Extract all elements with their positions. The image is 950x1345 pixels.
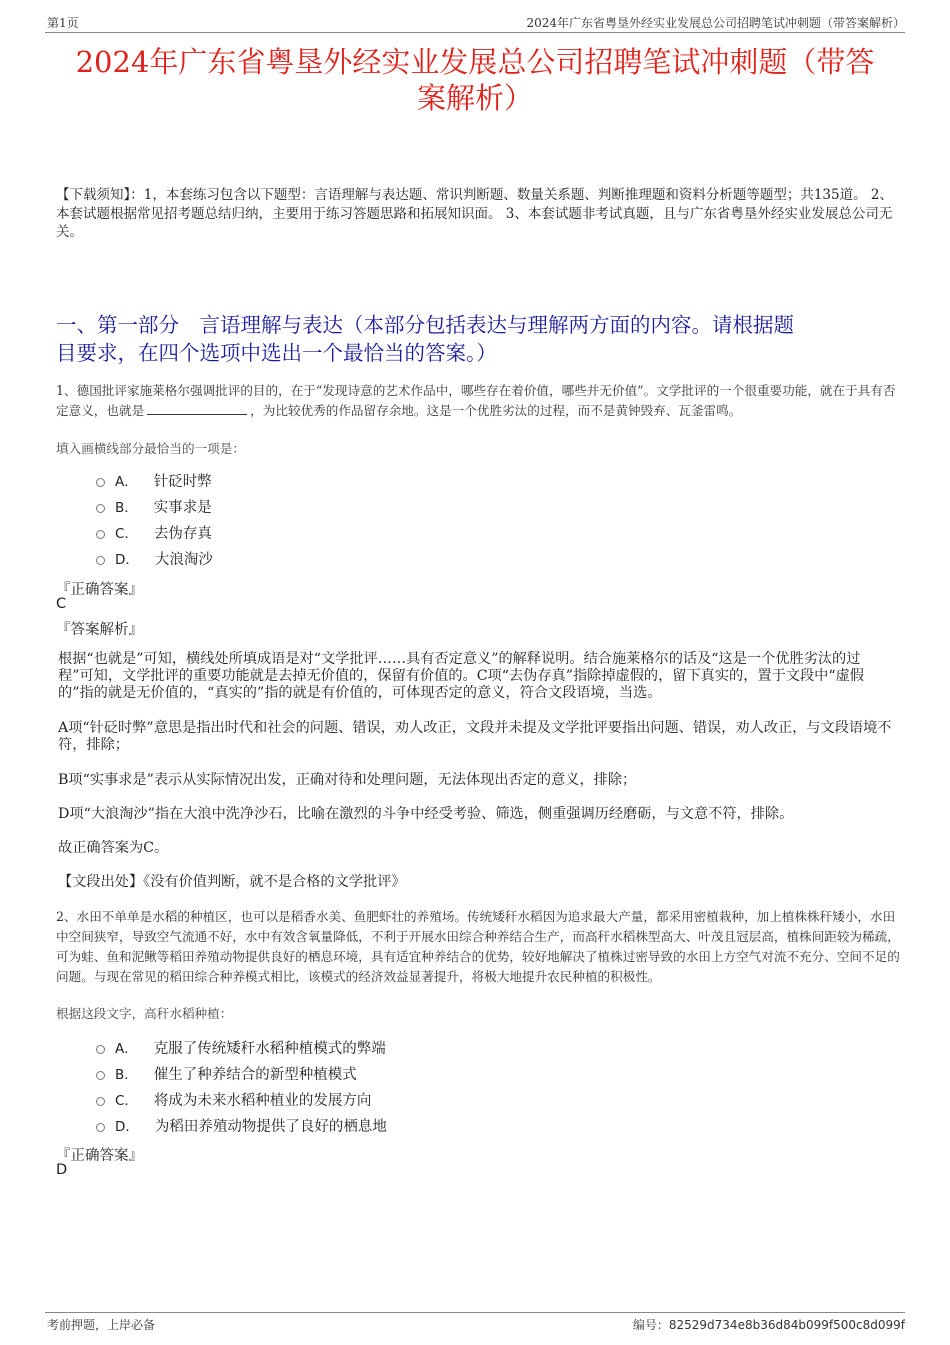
radio-icon[interactable] [96, 1045, 105, 1054]
question-1-prompt: 填入画横线部分最恰当的一项是： [56, 441, 245, 456]
question-1-option-b[interactable] [96, 493, 796, 519]
question-2-options [96, 1034, 796, 1138]
option-text: 为稻田养殖动物提供了良好的栖息地 [154, 1118, 387, 1135]
question-2-option-d[interactable] [96, 1112, 796, 1138]
section-heading [56, 311, 896, 367]
footer-code [633, 1316, 905, 1333]
option-text: 催生了种养结合的新型种植模式 [153, 1066, 357, 1083]
question-1-analysis-para-1: 根据“也就是”可知，横线处所填成语是对“文学批评……具有否定意义”的解释说明。结合施莱格尔的话及“这是一个优胜劣汰的过程”可知，文学批评的重要功能就是去掉无价值的，保留有价值的。C项“去伪存真”指除掉虚假的，留下真实的，置于文段中“虚假的”指的就是无价值的，“真实的”指的就是有价值的，可体现否定的意义，符合文段语境，当选。 [58, 651, 864, 701]
question-1-analysis-para-5: 故正确答案为C。 [58, 840, 169, 856]
question-1-option-a[interactable] [96, 467, 796, 493]
page-title-line2: 案解析） [416, 81, 533, 115]
option-letter: A． [115, 474, 138, 490]
section-heading-line2: 目要求，在四个选项中选出一个最恰当的答案。） [56, 341, 497, 365]
page-number: 第1页 [47, 16, 79, 30]
radio-icon[interactable] [96, 478, 105, 487]
page-footer [45, 1312, 905, 1335]
option-text: 针砭时弊 [153, 473, 212, 490]
section-heading-line1: 一、第一部分 言语理解与表达（本部分包括表达与理解两方面的内容。请根据题 [56, 313, 794, 337]
page-header [45, 12, 905, 33]
footer-slogan: 考前押题，上岸必备 [47, 1318, 156, 1332]
question-1-options [96, 467, 796, 571]
radio-icon[interactable] [96, 556, 105, 565]
option-letter: C． [115, 1093, 138, 1109]
radio-icon[interactable] [96, 504, 105, 513]
question-2-answer: D [56, 1162, 68, 1178]
option-letter: B． [115, 1067, 138, 1083]
question-2-option-b[interactable] [96, 1060, 796, 1086]
option-letter: D． [115, 552, 139, 568]
radio-icon[interactable] [96, 1123, 105, 1132]
question-1-text-before: 1、德国批评家施莱格尔强调批评的目的，在于“发现诗意的艺术作品中，哪些存在着价值，哪些并无价值”。文学批评的一个很重要功能，就在于具有否定意义，也就是 [56, 383, 896, 418]
question-2-option-c[interactable] [96, 1086, 796, 1112]
option-text: 大浪淘沙 [154, 551, 213, 568]
question-2-answer-label: 『正确答案』 [56, 1148, 143, 1164]
question-1-source: 【文段出处】《没有价值判断，就不是合格的文学批评》 [58, 874, 406, 890]
footer-code-value: 82529d734e8b36d84b099f500c8d099f [668, 1318, 905, 1332]
question-2-option-a[interactable] [96, 1034, 796, 1060]
option-letter: D． [115, 1119, 139, 1135]
option-letter: B． [115, 500, 138, 516]
fill-blank-line [147, 401, 247, 415]
question-1-answer-label: 『正确答案』 [56, 582, 143, 598]
question-1-option-d[interactable] [96, 545, 796, 571]
option-text: 去伪存真 [153, 525, 212, 542]
download-notice: 【下载须知】：1，本套练习包含以下题型：言语理解与表达题、常识判断题、数量关系题、判断推理题和资料分析题等题型；共135道。 2、本套试题根据常见招考题总结归纳，主要用于练习答题思路和拓展知识面。 3、本套试题非考试真题，且与广东省粤垦外经实业发展总公司无关。 [56, 187, 893, 240]
radio-icon[interactable] [96, 1071, 105, 1080]
question-1-analysis-para-3: B项“实事求是”表示从实际情况出发，正确对待和处理问题，无法体现出否定的意义，排除； [58, 772, 637, 788]
option-letter: C． [115, 526, 138, 542]
radio-icon[interactable] [96, 1097, 105, 1106]
footer-code-label: 编号： [632, 1318, 669, 1332]
question-1-option-c[interactable] [96, 519, 796, 545]
option-text: 实事求是 [153, 499, 212, 516]
question-1-analysis-label: 『答案解析』 [56, 622, 143, 638]
question-1-text [56, 381, 901, 421]
page-title [40, 44, 910, 116]
question-2-prompt: 根据这段文字，高秆水稻种植： [56, 1006, 233, 1021]
header-doc-title: 2024年广东省粤垦外经实业发展总公司招聘笔试冲刺题（带答案解析） [526, 16, 905, 30]
option-text: 克服了传统矮秆水稻种植模式的弊端 [153, 1040, 386, 1057]
question-1-analysis-para-4: D项“大浪淘沙”指在大浪中洗净沙石，比喻在激烈的斗争中经受考验、筛选，侧重强调历经磨砺，与文意不符，排除。 [58, 806, 794, 822]
question-1-text-after: ，为比较优秀的作品留存余地。这是一个优胜劣汰的过程，而不是黄钟毁弃、瓦釜雷鸣。 [250, 403, 742, 418]
question-2-text: 2、水田不单单是水稻的种植区，也可以是稻香水美、鱼肥虾壮的养殖场。传统矮秆水稻因为追求最大产量，都采用密植栽种，加上植株株秆矮小，水田中空间狭窄，导致空气流通不好，水中有效含氧量降低，不利于开展水田综合种养结合生产，而高秆水稻株型高大、叶茂且冠层高，植株间距较为稀疏，可为蛙、鱼和泥鳅等稻田养殖动物提供良好的栖息环境，具有适宜种养结合的优势，较好地解决了植株过密导致的水田上方空气对流不充分、空间不足的问题。与现在常见的稻田综合种养模式相比，该模式的经济效益显著提升，将极大地提升农民种植的积极性。 [56, 909, 900, 984]
page-title-line1: 2024年广东省粤垦外经实业发展总公司招聘笔试冲刺题（带答 [75, 45, 875, 79]
question-1-analysis-para-2: A项“针砭时弊”意思是指出时代和社会的问题、错误，劝人改正，文段并未提及文学批评要指出问题、错误，劝人改正，与文段语境不符，排除； [58, 720, 892, 753]
option-text: 将成为未来水稻种植业的发展方向 [153, 1092, 372, 1109]
option-letter: A． [115, 1041, 138, 1057]
question-1-answer: C [56, 596, 67, 612]
radio-icon[interactable] [96, 530, 105, 539]
